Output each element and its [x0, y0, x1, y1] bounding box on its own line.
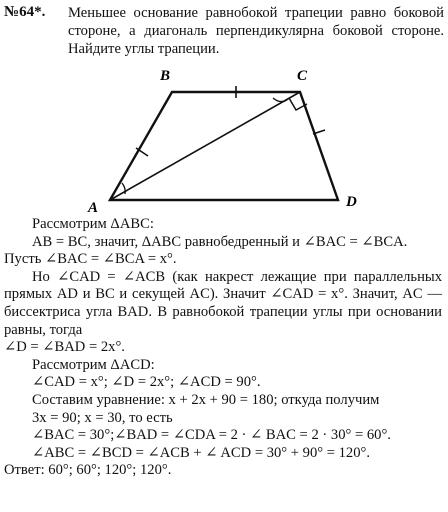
- solution-line: ∠CAD = x°; ∠D = 2x°; ∠ACD = 90°.: [32, 374, 261, 391]
- solution-line: Но ∠CAD = ∠ACB (как накрест лежащие при параллельных прямых AD и BC и секущей AC). Значит ∠CAD = x°. Значит, AC — биссектриса угла BAD. В равнобокой трапеции углы при основании равны, тогда: [4, 268, 442, 338]
- solution-line: ∠ABC = ∠BCD = ∠ACB + ∠ ACD = 30° + 90° = 120°.: [32, 444, 370, 461]
- solution-line: Рассмотрим ΔABC:: [32, 216, 154, 232]
- trapezoid-figure: [0, 60, 448, 220]
- solution-line: ∠D = ∠BAD = 2x°.: [4, 339, 125, 356]
- trapezoid-outline: [110, 92, 338, 200]
- vertex-label-b: B: [160, 68, 171, 84]
- solution-line: ∠BAC = 30°;∠BAD = ∠CDA = 2 · ∠ BAC = 2 · 30° = 60°.: [32, 427, 391, 444]
- problem-number: №64*.: [4, 4, 46, 20]
- solution-line: 3x = 90; x = 30, то есть: [32, 409, 173, 426]
- vertex-label-c: C: [297, 68, 308, 84]
- diagonal-ac: [110, 92, 300, 200]
- solution-line: Составим уравнение: x + 2x + 90 = 180; откуда получим: [32, 391, 380, 408]
- solution-line: Рассмотрим ΔACD:: [32, 356, 155, 373]
- solution-text: [4, 216, 442, 480]
- solution-line: AB = BC, значит, ΔABC равнобедренный и ∠BAC = ∠BCA.: [32, 233, 408, 250]
- problem-statement: Меньшее основание равнобокой трапеции равно боковой стороне, а диагональ перпендикулярна боковой стороне. Найдите углы трапеции.: [68, 5, 444, 57]
- answer-line: Ответ: 60°; 60°; 120°; 120°.: [4, 462, 172, 479]
- vertex-label-d: D: [346, 194, 357, 210]
- solution-line: Пусть ∠BAC = ∠BCA = x°.: [4, 251, 177, 268]
- vertex-label-a: A: [88, 200, 99, 216]
